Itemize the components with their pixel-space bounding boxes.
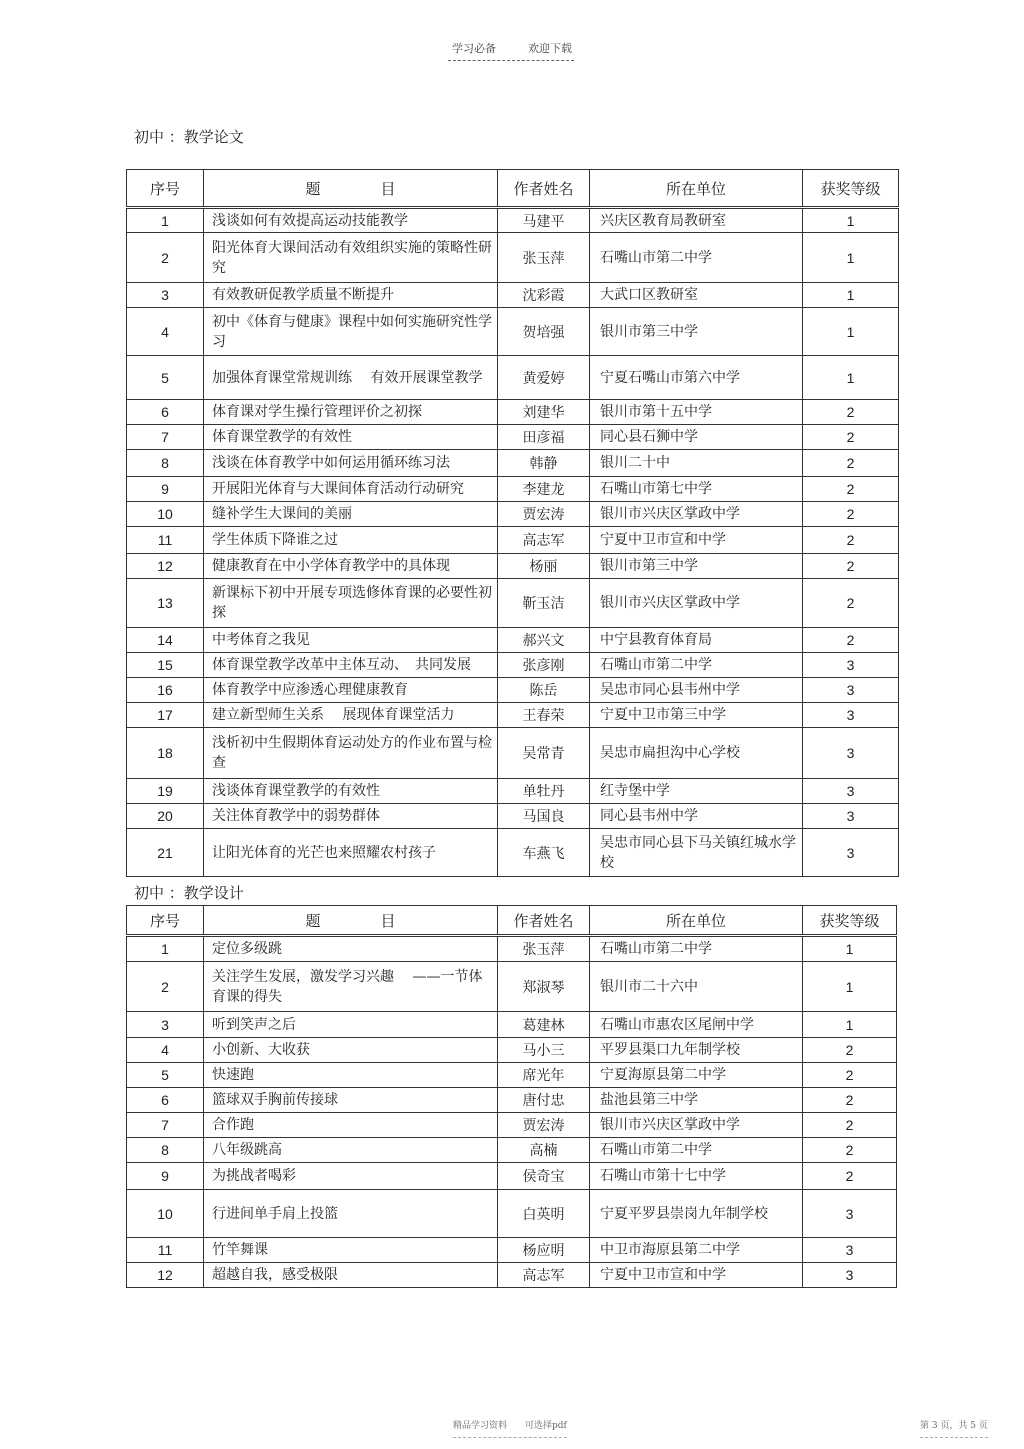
row-award: 2	[803, 1113, 897, 1138]
table-row	[127, 1063, 897, 1088]
row-title: 浅谈如何有效提高运动技能教学	[204, 208, 498, 233]
row-unit: 石嘴山市第二中学	[590, 1138, 803, 1163]
row-unit: 红寺堡中学	[590, 779, 803, 804]
row-number: 12	[127, 1263, 204, 1288]
table-row	[127, 804, 899, 829]
row-award: 2	[803, 502, 899, 527]
papers-body	[127, 208, 899, 877]
table-row	[127, 1190, 897, 1238]
row-author: 高志军	[498, 1263, 590, 1288]
row-unit: 盐池县第三中学	[590, 1088, 803, 1113]
row-unit: 中卫市海原县第二中学	[590, 1238, 803, 1263]
row-title: 听到笑声之后	[204, 1012, 498, 1038]
row-unit: 银川市第三中学	[590, 308, 803, 356]
row-unit: 同心县韦州中学	[590, 804, 803, 829]
footer-page-number: 第 3 页，共 5 页	[920, 1421, 988, 1431]
row-unit: 同心县石狮中学	[590, 425, 803, 450]
row-award: 2	[803, 628, 899, 653]
footer-left	[453, 1418, 567, 1438]
row-award: 1	[803, 936, 897, 962]
table-row	[127, 1113, 897, 1138]
col-header-no: 序号	[127, 170, 204, 208]
col-header-unit: 所在单位	[590, 906, 803, 936]
row-award: 3	[803, 1190, 897, 1238]
section-title-designs: 初中 ：教学设计	[134, 884, 244, 902]
row-author: 车燕飞	[498, 829, 590, 877]
row-award: 2	[803, 1038, 897, 1063]
row-unit: 宁夏海原县第二中学	[590, 1063, 803, 1088]
row-title: 关注学生发展，激发学习兴趣 ——一节体育课的得失	[204, 962, 498, 1012]
row-title: 学生体质下降谁之过	[204, 527, 498, 554]
row-title: 浅析初中生假期体育运动处方的作业布置与检查	[204, 728, 498, 779]
row-author: 田彦福	[498, 425, 590, 450]
row-award: 2	[803, 1163, 897, 1190]
row-award: 1	[803, 962, 897, 1012]
row-author: 吴常青	[498, 728, 590, 779]
row-unit: 兴庆区教育局教研室	[590, 208, 803, 233]
row-number: 10	[127, 502, 204, 527]
col-header-title: 题 目	[204, 906, 498, 936]
row-unit: 宁夏石嘴山市第六中学	[590, 356, 803, 400]
row-award: 1	[803, 356, 899, 400]
table-row	[127, 283, 899, 308]
table-row	[127, 425, 899, 450]
row-title: 小创新、大收获	[204, 1038, 498, 1063]
table-row	[127, 356, 899, 400]
row-award: 3	[803, 653, 899, 678]
row-award: 1	[803, 208, 899, 233]
row-unit: 宁夏中卫市宣和中学	[590, 1263, 803, 1288]
row-unit: 吴忠市同心县下马关镇红城水学校	[590, 829, 803, 877]
header-left-text: 学习必备	[452, 42, 496, 55]
row-unit: 石嘴山市第二中学	[590, 936, 803, 962]
footer-left-text: 精品学习资料 可选择pdf	[453, 1421, 567, 1431]
table-row	[127, 527, 899, 554]
row-number: 4	[127, 308, 204, 356]
row-award: 2	[803, 425, 899, 450]
row-unit: 银川市兴庆区掌政中学	[590, 579, 803, 628]
row-author: 高楠	[498, 1138, 590, 1163]
row-award: 2	[803, 554, 899, 579]
row-number: 11	[127, 1238, 204, 1263]
row-award: 2	[803, 1088, 897, 1113]
row-unit: 银川市第三中学	[590, 554, 803, 579]
row-title: 浅谈在体育教学中如何运用循环练习法	[204, 450, 498, 477]
papers-table	[126, 169, 899, 877]
row-award: 3	[803, 728, 899, 779]
row-title: 超越自我，感受极限	[204, 1263, 498, 1288]
row-award: 2	[803, 579, 899, 628]
row-author: 唐付忠	[498, 1088, 590, 1113]
row-unit: 中宁县教育体育局	[590, 628, 803, 653]
row-author: 黄爱婷	[498, 356, 590, 400]
row-number: 3	[127, 283, 204, 308]
row-title: 开展阳光体育与大课间体育活动行动研究	[204, 477, 498, 502]
col-header-unit: 所在单位	[590, 170, 803, 208]
row-unit: 大武口区教研室	[590, 283, 803, 308]
row-author: 靳玉洁	[498, 579, 590, 628]
row-number: 16	[127, 678, 204, 703]
row-number: 18	[127, 728, 204, 779]
section-title-papers: 初中 ：教学论文	[134, 128, 244, 146]
row-author: 马小三	[498, 1038, 590, 1063]
row-unit: 石嘴山市惠农区尾闸中学	[590, 1012, 803, 1038]
table-row	[127, 1238, 897, 1263]
col-header-title: 题 目	[204, 170, 498, 208]
row-number: 2	[127, 233, 204, 283]
row-title: 新课标下初中开展专项选修体育课的必要性初探	[204, 579, 498, 628]
row-author: 李建龙	[498, 477, 590, 502]
row-unit: 石嘴山市第七中学	[590, 477, 803, 502]
row-title: 为挑战者喝彩	[204, 1163, 498, 1190]
row-award: 3	[803, 829, 899, 877]
table-row	[127, 829, 899, 877]
row-number: 8	[127, 450, 204, 477]
row-author: 张彦刚	[498, 653, 590, 678]
table-row	[127, 1263, 897, 1288]
row-title: 体育课堂教学的有效性	[204, 425, 498, 450]
table-row	[127, 1038, 897, 1063]
row-number: 7	[127, 425, 204, 450]
row-number: 12	[127, 554, 204, 579]
row-unit: 银川市二十六中	[590, 962, 803, 1012]
papers-header-row	[127, 170, 899, 208]
row-author: 杨丽	[498, 554, 590, 579]
row-author: 刘建华	[498, 400, 590, 425]
row-number: 9	[127, 1163, 204, 1190]
row-title: 八年级跳高	[204, 1138, 498, 1163]
footer-divider	[453, 1437, 567, 1438]
row-author: 王春荣	[498, 703, 590, 728]
row-title: 体育教学中应渗透心理健康教育	[204, 678, 498, 703]
row-title: 健康教育在中小学体育教学中的具体现	[204, 554, 498, 579]
row-number: 15	[127, 653, 204, 678]
row-author: 马国良	[498, 804, 590, 829]
row-title: 浅谈体育课堂教学的有效性	[204, 779, 498, 804]
row-number: 19	[127, 779, 204, 804]
row-number: 1	[127, 936, 204, 962]
row-title: 阳光体育大课间活动有效组织实施的策略性研究	[204, 233, 498, 283]
row-award: 3	[803, 779, 899, 804]
table-row	[127, 450, 899, 477]
col-header-award: 获奖等级	[803, 170, 899, 208]
row-title: 快速跑	[204, 1063, 498, 1088]
row-title: 中考体育之我见	[204, 628, 498, 653]
table-row	[127, 962, 897, 1012]
row-number: 1	[127, 208, 204, 233]
table-row	[127, 1012, 897, 1038]
row-award: 3	[803, 678, 899, 703]
table-row	[127, 502, 899, 527]
row-title: 篮球双手胸前传接球	[204, 1088, 498, 1113]
table-row	[127, 233, 899, 283]
row-number: 21	[127, 829, 204, 877]
row-number: 17	[127, 703, 204, 728]
row-title: 加强体育课堂常规训练 有效开展课堂教学	[204, 356, 498, 400]
row-title: 体育课堂教学改革中主体互动、 共同发展	[204, 653, 498, 678]
row-number: 6	[127, 400, 204, 425]
row-award: 2	[803, 1063, 897, 1088]
row-award: 1	[803, 1012, 897, 1038]
row-number: 8	[127, 1138, 204, 1163]
table-row	[127, 1163, 897, 1190]
row-number: 11	[127, 527, 204, 554]
table-row	[127, 400, 899, 425]
row-author: 沈彩霞	[498, 283, 590, 308]
row-title: 有效教研促教学质量不断提升	[204, 283, 498, 308]
row-award: 3	[803, 804, 899, 829]
table-row	[127, 477, 899, 502]
table-row	[127, 779, 899, 804]
row-title: 让阳光体育的光芒也来照耀农村孩子	[204, 829, 498, 877]
row-unit: 银川市兴庆区掌政中学	[590, 1113, 803, 1138]
row-unit: 石嘴山市第二中学	[590, 233, 803, 283]
row-title: 定位多级跳	[204, 936, 498, 962]
designs-table	[126, 905, 897, 1288]
row-author: 单牡丹	[498, 779, 590, 804]
row-number: 6	[127, 1088, 204, 1113]
row-author: 贺培强	[498, 308, 590, 356]
row-unit: 吴忠市扁担沟中心学校	[590, 728, 803, 779]
row-award: 2	[803, 400, 899, 425]
table-row	[127, 628, 899, 653]
row-title: 行进间单手肩上投篮	[204, 1190, 498, 1238]
row-award: 3	[803, 1263, 897, 1288]
row-unit: 银川市第十五中学	[590, 400, 803, 425]
row-unit: 宁夏中卫市第三中学	[590, 703, 803, 728]
row-unit: 石嘴山市第十七中学	[590, 1163, 803, 1190]
row-award: 2	[803, 1138, 897, 1163]
row-number: 4	[127, 1038, 204, 1063]
row-award: 2	[803, 477, 899, 502]
row-number: 5	[127, 1063, 204, 1088]
designs-body	[127, 936, 897, 1288]
row-award: 3	[803, 1238, 897, 1263]
row-unit: 宁夏中卫市宣和中学	[590, 527, 803, 554]
row-number: 13	[127, 579, 204, 628]
row-title: 建立新型师生关系 展现体育课堂活力	[204, 703, 498, 728]
row-author: 白英明	[498, 1190, 590, 1238]
row-number: 14	[127, 628, 204, 653]
row-number: 7	[127, 1113, 204, 1138]
row-number: 2	[127, 962, 204, 1012]
row-title: 体育课对学生操行管理评价之初探	[204, 400, 498, 425]
table-row	[127, 554, 899, 579]
table-row	[127, 1138, 897, 1163]
col-header-no: 序号	[127, 906, 204, 936]
table-row	[127, 678, 899, 703]
row-number: 3	[127, 1012, 204, 1038]
row-unit: 平罗县渠口九年制学校	[590, 1038, 803, 1063]
row-author: 陈岳	[498, 678, 590, 703]
table-row	[127, 653, 899, 678]
table-row	[127, 1088, 897, 1113]
row-number: 10	[127, 1190, 204, 1238]
row-author: 侯奇宝	[498, 1163, 590, 1190]
row-award: 1	[803, 308, 899, 356]
row-award: 1	[803, 233, 899, 283]
row-title: 合作跑	[204, 1113, 498, 1138]
row-title: 竹竿舞课	[204, 1238, 498, 1263]
table-row	[127, 936, 897, 962]
row-number: 9	[127, 477, 204, 502]
table-row	[127, 308, 899, 356]
row-author: 高志军	[498, 527, 590, 554]
row-title: 关注体育教学中的弱势群体	[204, 804, 498, 829]
row-author: 韩静	[498, 450, 590, 477]
row-award: 3	[803, 703, 899, 728]
table-row	[127, 579, 899, 628]
header-right-text: 欢迎下载	[528, 42, 572, 55]
row-number: 5	[127, 356, 204, 400]
row-author: 张玉萍	[498, 233, 590, 283]
row-author: 马建平	[498, 208, 590, 233]
row-author: 葛建林	[498, 1012, 590, 1038]
footer-divider	[920, 1437, 988, 1438]
row-author: 贾宏涛	[498, 1113, 590, 1138]
row-author: 杨应明	[498, 1238, 590, 1263]
row-award: 2	[803, 527, 899, 554]
table-row	[127, 728, 899, 779]
row-author: 郝兴文	[498, 628, 590, 653]
row-author: 郑淑琴	[498, 962, 590, 1012]
row-unit: 石嘴山市第二中学	[590, 653, 803, 678]
row-title: 缝补学生大课间的美丽	[204, 502, 498, 527]
row-award: 2	[803, 450, 899, 477]
col-header-author: 作者姓名	[498, 170, 590, 208]
footer-right	[920, 1418, 988, 1438]
row-unit: 宁夏平罗县崇岗九年制学校	[590, 1190, 803, 1238]
col-header-award: 获奖等级	[803, 906, 897, 936]
row-unit: 银川市兴庆区掌政中学	[590, 502, 803, 527]
row-unit: 吴忠市同心县韦州中学	[590, 678, 803, 703]
col-header-author: 作者姓名	[498, 906, 590, 936]
row-number: 20	[127, 804, 204, 829]
header-divider	[448, 60, 574, 61]
row-author: 贾宏涛	[498, 502, 590, 527]
designs-header-row	[127, 906, 897, 936]
row-unit: 银川二十中	[590, 450, 803, 477]
row-award: 1	[803, 283, 899, 308]
row-title: 初中《体育与健康》课程中如何实施研究性学习	[204, 308, 498, 356]
table-row	[127, 208, 899, 233]
row-author: 张玉萍	[498, 936, 590, 962]
row-author: 席光年	[498, 1063, 590, 1088]
table-row	[127, 703, 899, 728]
